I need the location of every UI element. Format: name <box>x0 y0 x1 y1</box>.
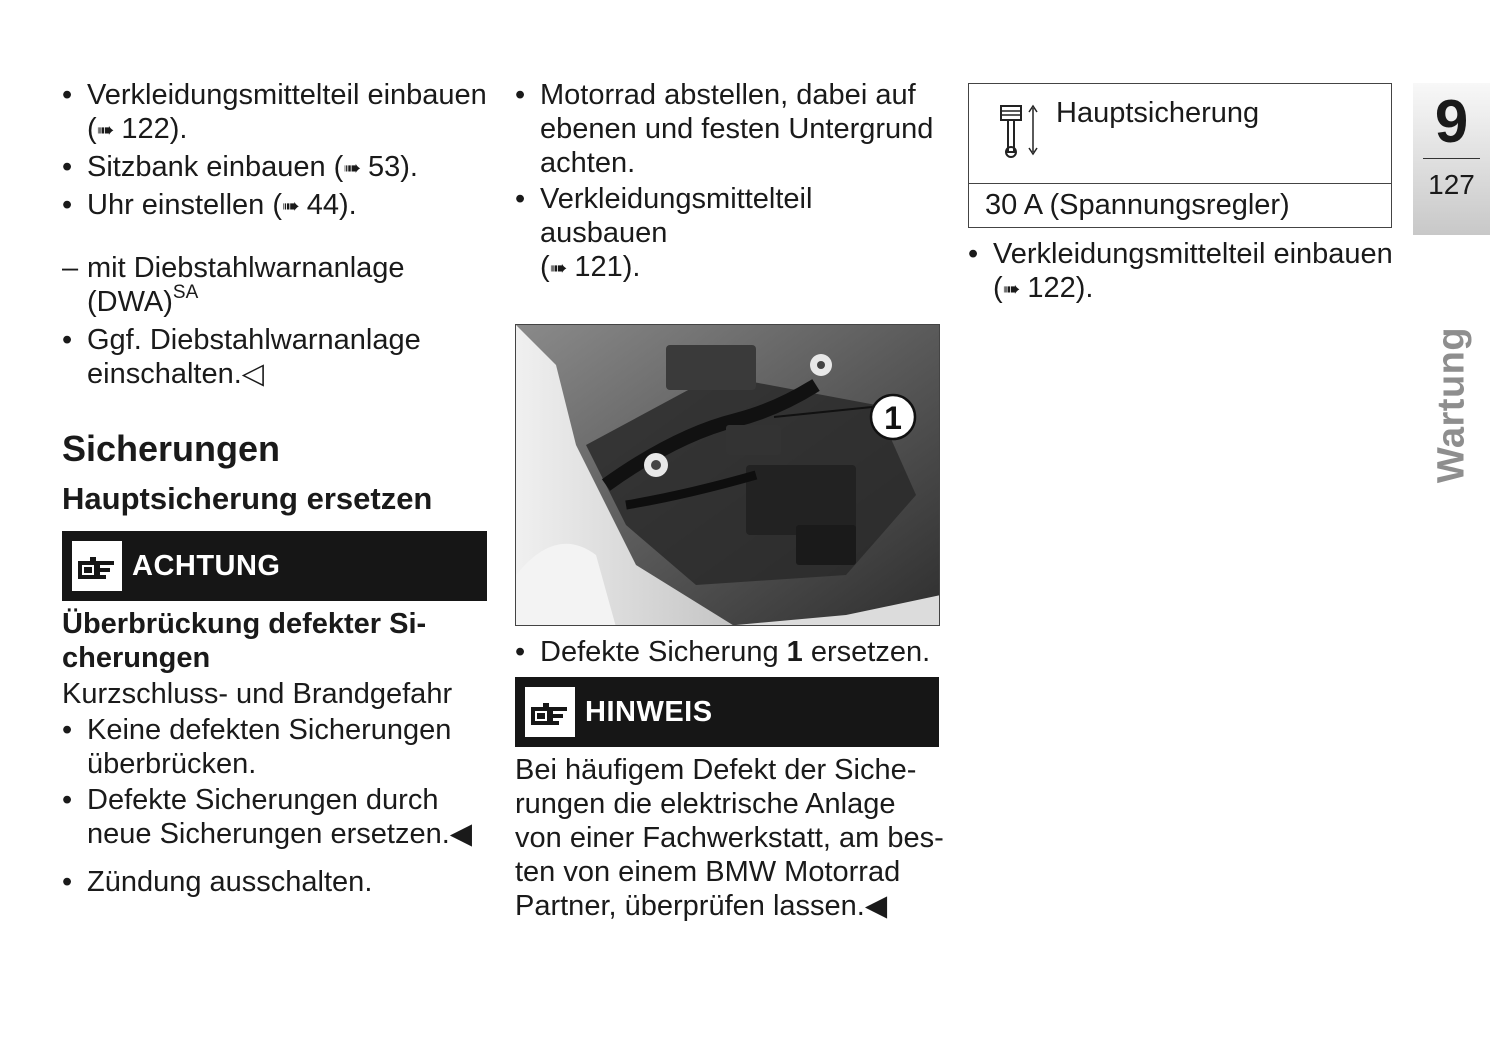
list-item: • Defekte Sicherung 1 ersetzen. <box>515 635 945 669</box>
spec-table-title: Hauptsicherung <box>1056 97 1260 129</box>
note-text: Bei häufigem Defekt der Siche- rungen die elektrische Anlage von einer Fachwerkstatt, am bes- ten von einem BMW Motorrad Partner, überprüfen lassen.◀ <box>515 754 944 922</box>
fuse-photo <box>515 324 940 626</box>
list-item: • Motorrad abstellen, dabei auf ebenen und festen Untergrund achten. <box>515 78 945 180</box>
reference-arrow-icon: ➠ <box>343 157 360 180</box>
subsection-heading: Hauptsicherung ersetzen <box>62 481 433 516</box>
note-bar <box>515 677 939 747</box>
pointing-hand-icon <box>72 541 122 591</box>
list-item: • Zündung ausschalten. <box>62 865 487 899</box>
sa-marker: SA <box>172 282 199 303</box>
callout-number: 1 <box>884 400 902 436</box>
list-item: • Uhr einstellen (➠ 44). <box>62 188 487 224</box>
warning-text: Kurzschluss- und Brandgefahr <box>62 678 453 710</box>
spec-table-value: 30 A (Spannungsregler) <box>985 189 1290 221</box>
page-number: 127 <box>1428 169 1475 200</box>
reference-arrow-icon: ➠ <box>1002 278 1020 301</box>
fuse-spec-icon <box>995 102 1041 160</box>
page-reference[interactable]: 53). <box>368 151 418 183</box>
warning-subtitle: Überbrückung defekter Si- cherungen <box>62 608 427 674</box>
section-side-title: Wartung <box>1430 326 1473 484</box>
page-reference[interactable]: 122). <box>121 113 188 145</box>
spec-table-header <box>969 84 1391 184</box>
warning-label: ACHTUNG <box>132 549 281 582</box>
column-left <box>62 78 487 899</box>
note-label: HINWEIS <box>585 695 713 728</box>
chapter-divider <box>1423 158 1480 159</box>
list-item: • Verkleidungsmittelteil einbauen (➠ 122). <box>62 78 487 148</box>
list-item: • Verkleidungsmittelteil ausbauen (➠ 121). <box>515 182 945 286</box>
page-reference[interactable]: 121). <box>574 251 641 283</box>
list-item: • Sitzbank einbauen (➠ 53). <box>62 150 487 186</box>
list-item: • Ggf. Diebstahlwarnanlage einschalten.◁ <box>62 323 487 391</box>
spec-table <box>968 83 1392 228</box>
reference-arrow-icon: ➠ <box>96 119 114 142</box>
pointing-hand-icon <box>525 687 575 737</box>
column-right <box>968 83 1398 307</box>
fuse-photo-illustration <box>516 325 940 626</box>
section-heading: Sicherungen <box>62 428 281 469</box>
list-item: • Keine defekten Sicherungen überbrücken. <box>62 713 487 781</box>
warning-bar <box>62 531 487 601</box>
chapter-tab[interactable] <box>1413 83 1490 235</box>
list-item: • Defekte Sicherungen durch neue Sicherungen ersetzen.◀ <box>62 783 487 851</box>
list-item: • Verkleidungsmittelteil einbauen (➠ 122). <box>968 237 1398 307</box>
chapter-number: 9 <box>1434 88 1469 155</box>
page-reference[interactable]: 44). <box>306 189 357 221</box>
column-middle <box>515 78 945 923</box>
reference-arrow-icon: ➠ <box>282 195 299 218</box>
page-reference[interactable]: 122). <box>1027 272 1094 304</box>
reference-arrow-icon: ➠ <box>549 257 567 280</box>
condition-item: – mit Diebstahlwarnanlage (DWA)$^{SA}$ <box>62 251 487 319</box>
